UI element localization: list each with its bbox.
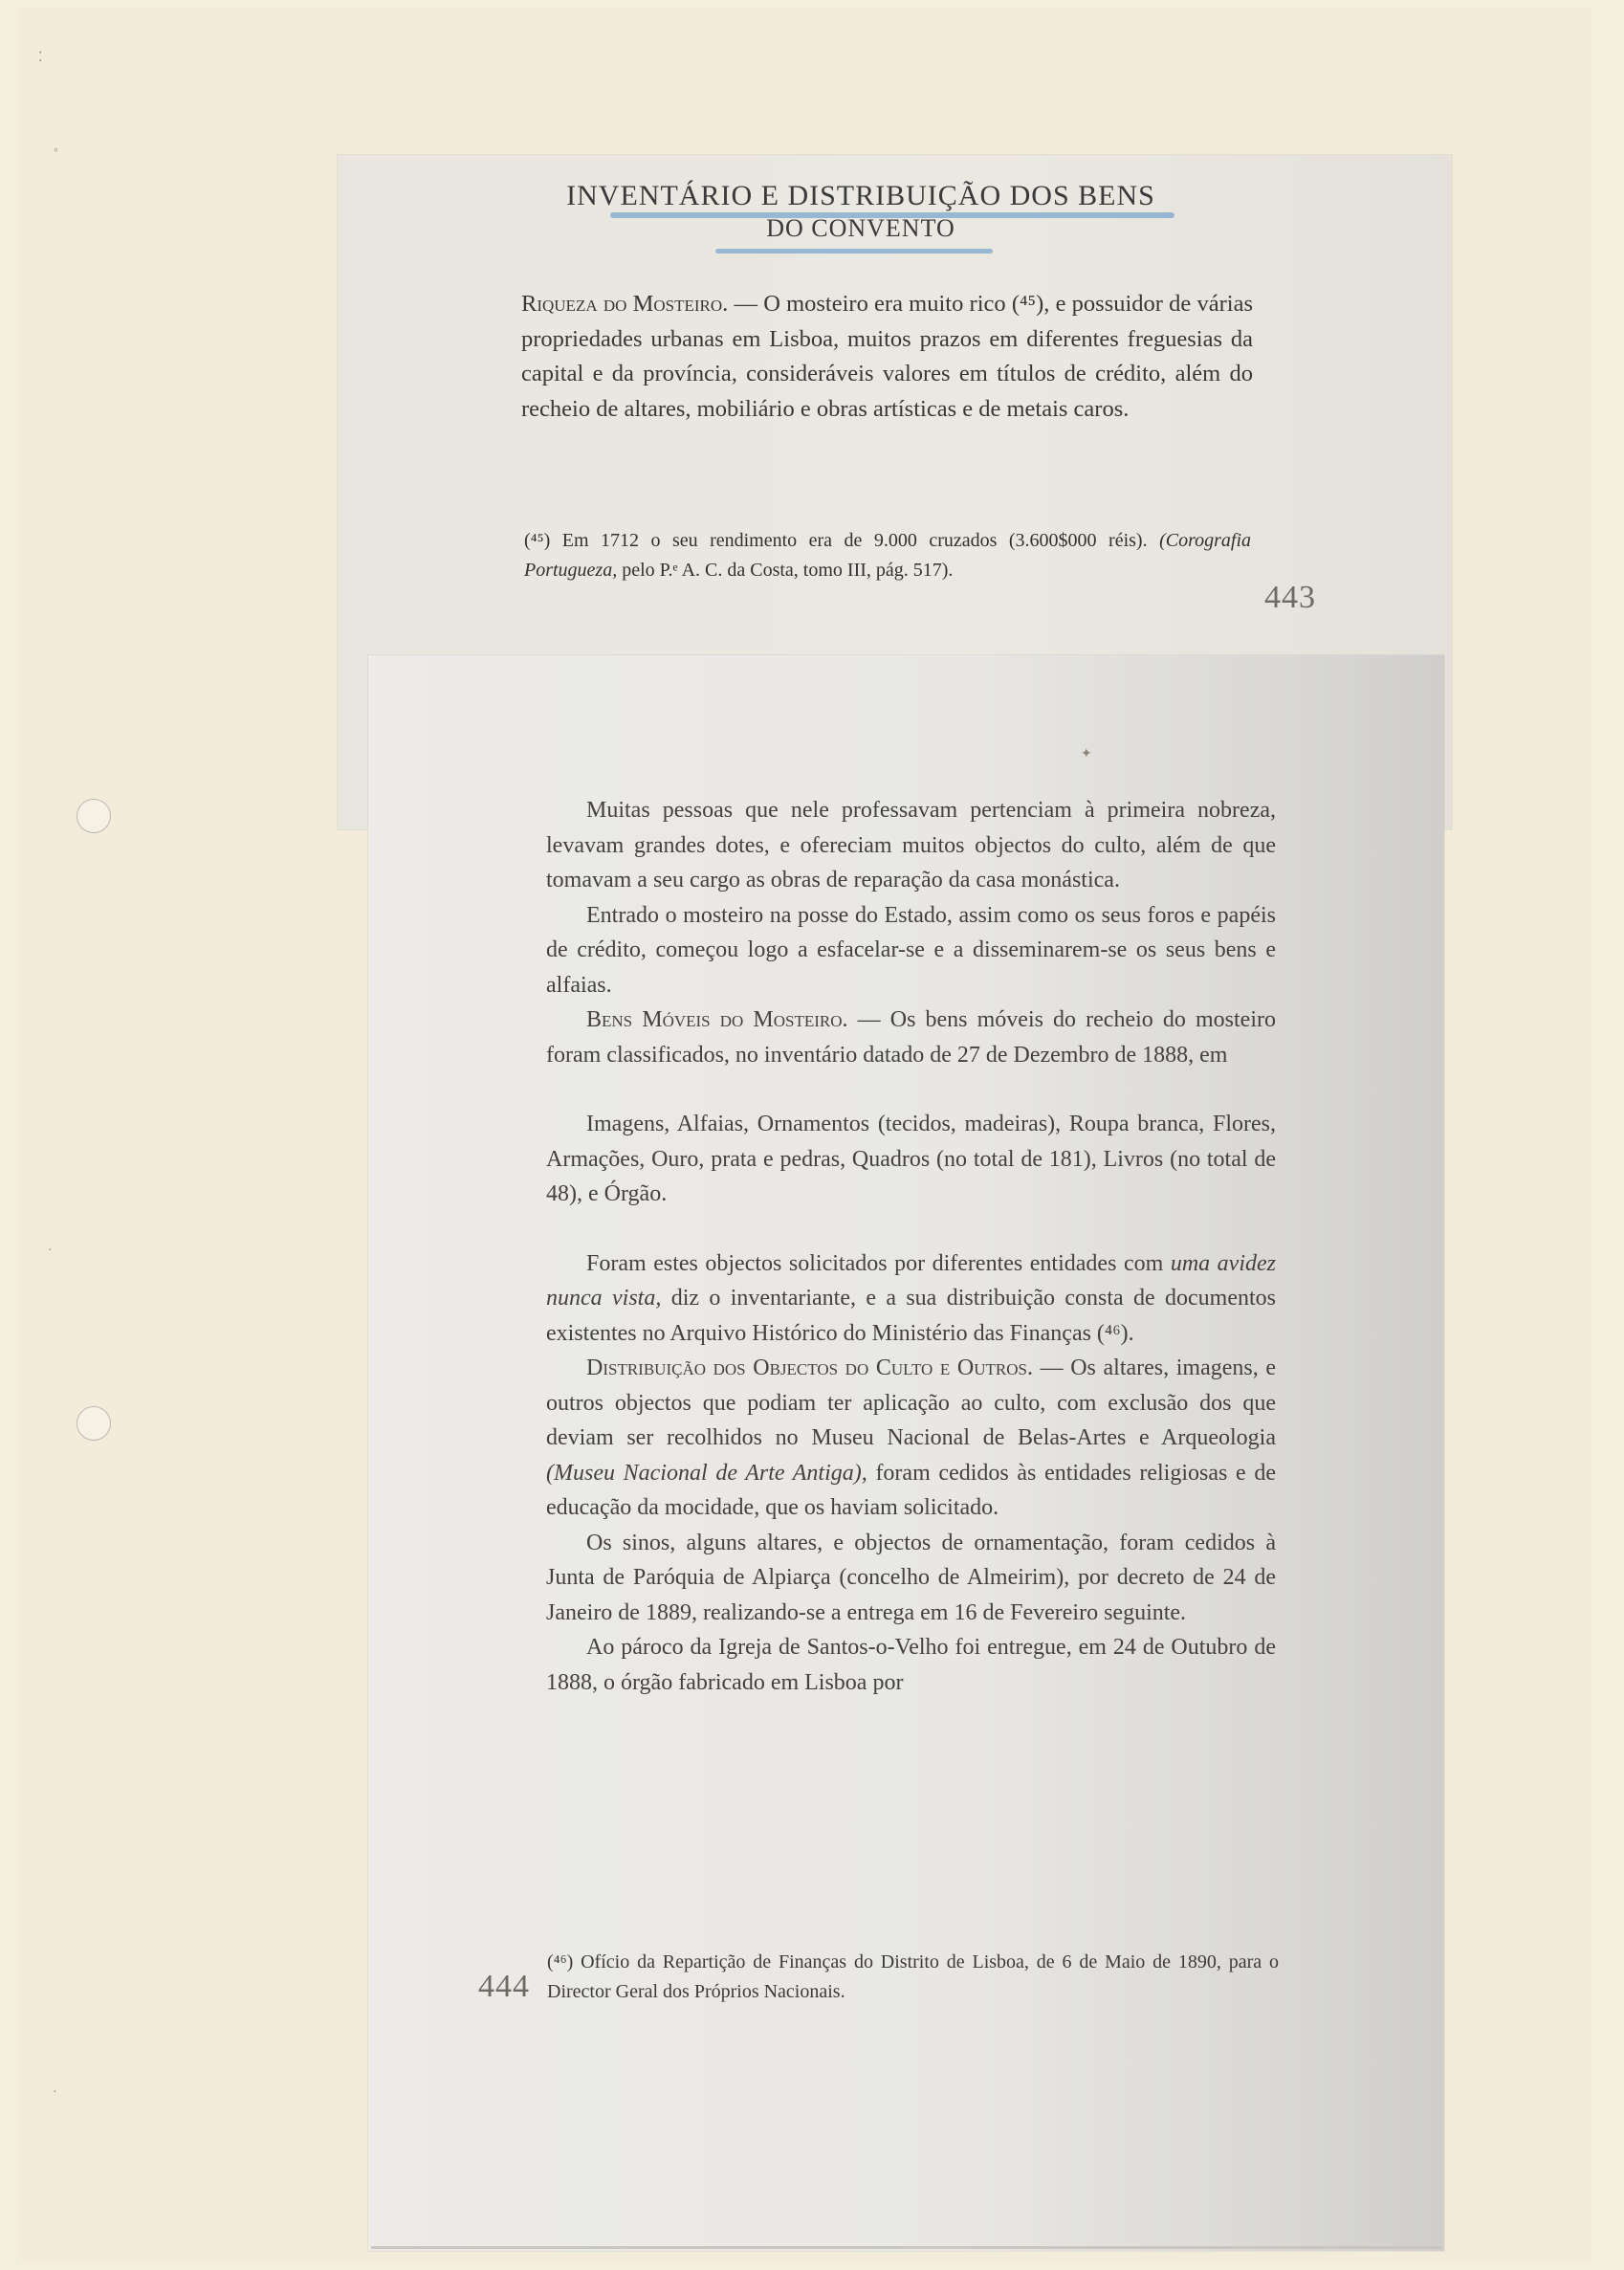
footnote-marker: (⁴⁶) <box>547 1951 574 1972</box>
paragraph-text: Foram estes objectos solicitados por diferentes entidades com <box>586 1250 1171 1276</box>
subtitle-underline-mark <box>715 249 993 253</box>
clipping-edge <box>371 2246 1442 2249</box>
museum-italic: (Museu Nacional de Arte Antiga), <box>546 1460 867 1486</box>
paragraph: Ao pároco da Igreja de Santos-o-Velho foi entregue, em 24 de Outubro de 1888, o órgão fabricado em Lisboa por <box>546 1635 1276 1695</box>
paragraph: Entrado o mosteiro na posse do Estado, assim como os seus foros e papéis de crédito, começou logo a esfacelar-se e a disseminarem-se os seus bens e alfaias. <box>546 902 1276 998</box>
paragraph <box>546 1003 1276 1072</box>
quote-italic: uma avidez nunca vista, <box>546 1250 1276 1311</box>
section-heading: Riqueza do Mosteiro. <box>521 291 729 317</box>
paper-speck: ✦ <box>1081 747 1092 761</box>
footnote-marker: (⁴⁵) <box>524 530 551 551</box>
paragraph: Muitas pessoas que nele professavam pertenciam à primeira nobreza, levavam grandes dotes, e ofereciam muitos objectos do culto, além de que tomavam a seu cargo as obras de reparação da casa monástica. <box>546 798 1276 893</box>
footnote-text: Em 1712 o seu rendimento era de 9.000 cruzados (3.600$000 réis). <box>550 530 1160 551</box>
paper-speck: · <box>48 1244 53 1258</box>
paragraph-text: — Os altares, imagens, e outros objectos que podiam ter aplicação ao culto, com exclusão dos que deviam ser recolhidos no Museu Nacional de Belas-Artes e Arqueologia <box>546 1355 1276 1450</box>
lower-body <box>546 793 1276 1700</box>
inventory-list: Imagens, Alfaias, Ornamentos (tecidos, madeiras), Roupa branca, Flores, Armações, Ouro, prata e pedras, Quadros (no total de 181), Livros (no total de 48), e Órgão. <box>546 1112 1276 1206</box>
footnote-text: Ofício da Repartição de Finanças do Distrito de Lisboa, de 6 de Maio de 1890, para o Director Geral dos Próprios Nacionais. <box>547 1951 1279 2002</box>
paper-speck: · <box>53 2085 57 2100</box>
footnote-tail: pelo P.ᵉ A. C. da Costa, tomo III, pág. 517). <box>617 560 954 581</box>
page-number-upper: 443 <box>1264 580 1316 615</box>
paragraph: Os sinos, alguns altares, e objectos de ornamentação, foram cedidos à Junta de Paróquia de Alpiarça (concelho de Almeirim), por decreto de 24 de Janeiro de 1889, realizando-se a entrega em 16 de Fevereiro seguinte. <box>546 1530 1276 1625</box>
paragraph <box>546 1351 1276 1526</box>
paper-speck: ◦ <box>54 143 58 158</box>
section-heading: Distribuição dos Objectos do Culto e Outros. <box>586 1355 1033 1380</box>
paragraph-text: diz o inventariante, e a sua distribuição consta de documentos existentes no Arquivo Histórico do Ministério das Finanças (⁴⁶). <box>546 1286 1276 1346</box>
page-number-lower: 444 <box>478 1969 530 2004</box>
section-heading: Bens Móveis do Mosteiro. <box>586 1007 848 1032</box>
page-title: INVENTÁRIO E DISTRIBUIÇÃO DOS BENS <box>566 180 1155 211</box>
footnote-italic: (Corografia Portugueza, <box>524 530 1251 581</box>
footnote-46 <box>547 1948 1279 2007</box>
paper-speck: ⁚ <box>38 51 43 65</box>
punch-hole <box>77 1406 111 1441</box>
paragraph-riqueza <box>521 287 1253 427</box>
page-subtitle: DO CONVENTO <box>766 214 955 242</box>
paragraph-text: foram cedidos às entidades religiosas e de educação da mocidade, que os haviam solicitado. <box>546 1460 1276 1520</box>
paragraph-text: — O mosteiro era muito rico (⁴⁵), e possuidor de várias propriedades urbanas em Lisboa, muitos prazos em diferentes freguesias da capital e da província, consideráveis valores em títulos de crédito, além do recheio de altares, mobiliário e obras artísticas e de metais caros. <box>521 291 1253 422</box>
paragraph-text: — Os bens móveis do recheio do mosteiro foram classificados, no inventário datado de 27 de Dezembro de 1888, em <box>546 1007 1276 1068</box>
paragraph <box>546 1246 1276 1352</box>
footnote-45 <box>524 526 1251 585</box>
punch-hole <box>77 799 111 833</box>
